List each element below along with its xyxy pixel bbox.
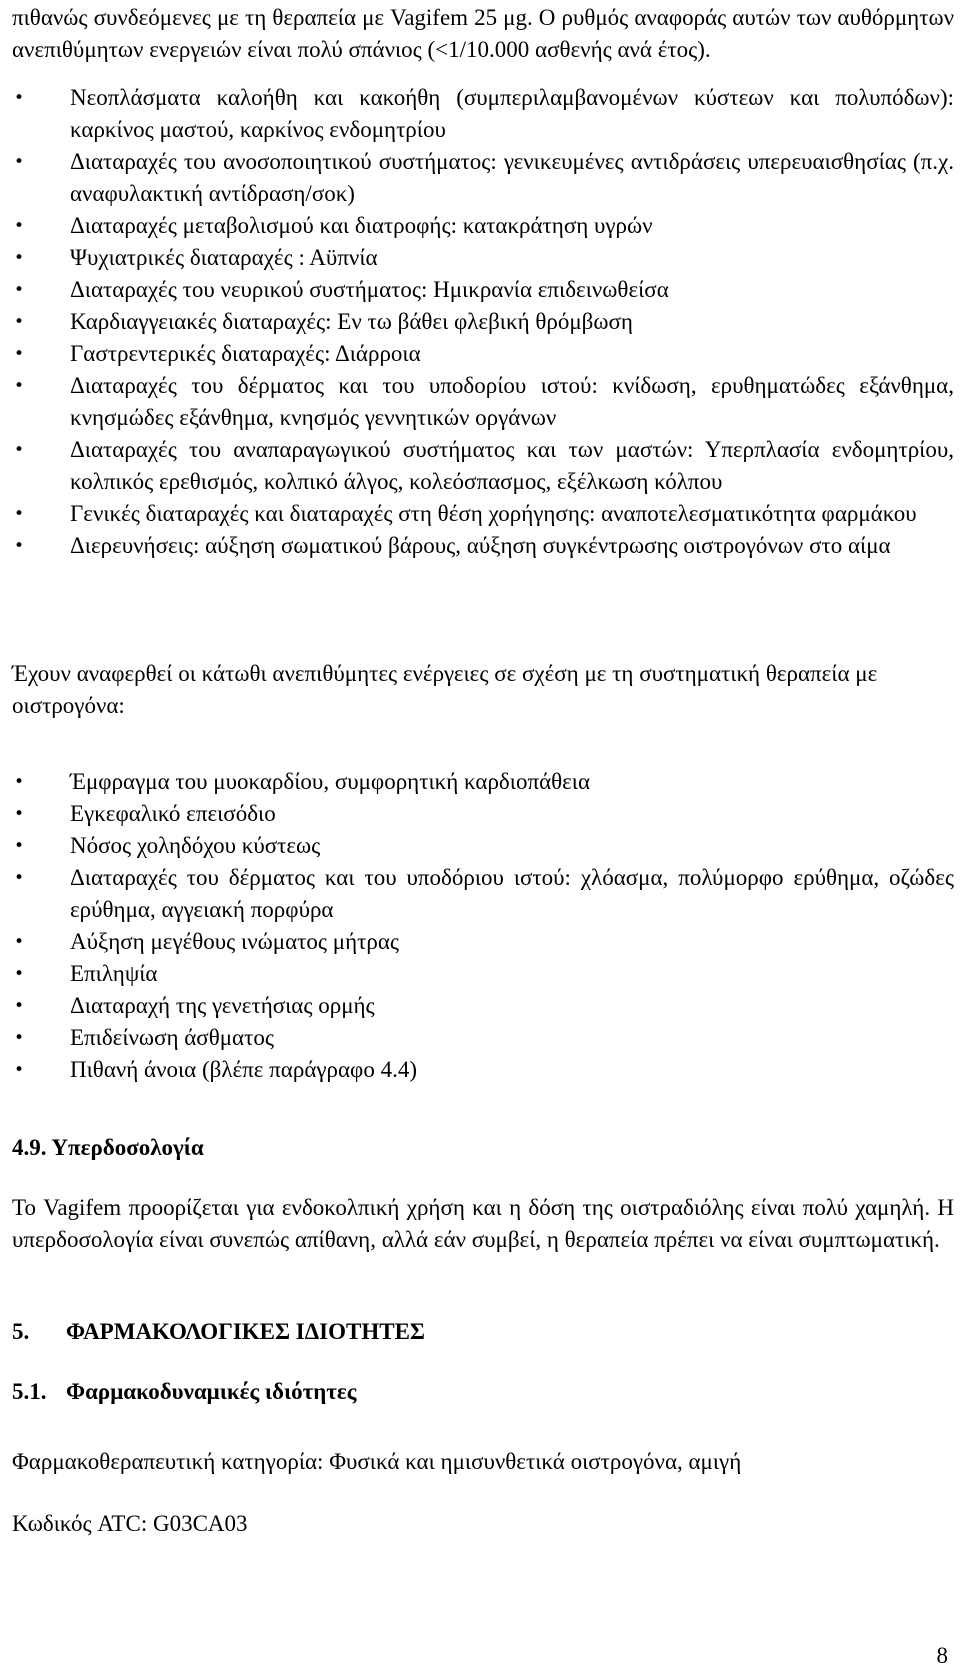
section-number: 4.9. [12, 1135, 47, 1160]
section-title: ΦΑΡΜΑΚΟΛΟΓΙΚΕΣ ΙΔΙΟΤΗΤΕΣ [66, 1319, 425, 1344]
atc-code-text: Κωδικός ATC: G03CA03 [12, 1511, 248, 1536]
list-item: • Διαταραχές του δέρματος και του υποδόριου ιστού: χλόασμα, πολύμορφο ερύθημα, οζώδες ερύθημα, αγγειακή πορφύρα [12, 862, 954, 926]
list-item: • Πιθανή άνοια (βλέπε παράγραφο 4.4) [12, 1054, 954, 1086]
list-item: • Διερευνήσεις: αύξηση σωματικού βάρους, αύξηση συγκέντρωσης οιστρογόνων στο αίμα [12, 530, 954, 562]
section-number: 5.1. [12, 1379, 47, 1404]
list-item: • Νεοπλάσματα καλοήθη και κακοήθη (συμπεριλαμβανομένων κύστεων και πολυπόδων): καρκίνος μαστού, καρκίνος ενδομητρίου [12, 82, 954, 146]
adverse-list-2 [12, 766, 954, 1086]
list-item: • Διαταραχές του ανοσοποιητικού συστήματος: γενικευμένες αντιδράσεις υπερευαισθησίας (π.χ. αναφυλακτική αντίδραση/σοκ) [12, 146, 954, 210]
list-item: • Καρδιαγγειακές διαταραχές: Εν τω βάθει φλεβική θρόμβωση [12, 306, 954, 338]
section-4-9-heading [12, 1132, 954, 1164]
list-item: • Ψυχιατρικές διαταραχές : Αϋπνία [12, 242, 954, 274]
systemic-reactions-list [12, 766, 954, 1086]
list-item: • Διαταραχές του νευρικού συστήματος: Ημικρανία επιδεινωθείσα [12, 274, 954, 306]
pharmacotherapeutic-text: Φαρμακοθεραπευτική κατηγορία: Φυσικά και ημισυνθετικά οιστρογόνα, αμιγή [12, 1449, 742, 1474]
overdose-paragraph [12, 1192, 954, 1256]
list-item: • Εγκεφαλικό επεισόδιο [12, 798, 954, 830]
pharmacotherapeutic-group [12, 1446, 954, 1478]
intro-paragraph [12, 2, 954, 66]
overdose-text: Το Vagifem προορίζεται για ενδοκολπική χρήση και η δόση της οιστραδιόλης είναι πολύ χαμηλή. Η υπερδοσολογία είναι συνεπώς απίθανη, αλλά εάν συμβεί, η θεραπεία πρέπει να είναι συμπτωματική. [12, 1195, 954, 1252]
list-item: • Αύξηση μεγέθους ινώματος μήτρας [12, 926, 954, 958]
section-5-1-heading [12, 1376, 954, 1408]
list-item: • Νόσος χοληδόχου κύστεως [12, 830, 954, 862]
list-item: • Διαταραχές του δέρματος και του υποδορίου ιστού: κνίδωση, ερυθηματώδες εξάνθημα, κνησμώδες εξάνθημα, κνησμός γεννητικών οργάνων [12, 370, 954, 434]
section-number: 5. [12, 1319, 30, 1344]
list-item: • Γενικές διαταραχές και διαταραχές στη θέση χορήγησης: αναποτελεσματικότητα φαρμάκου [12, 498, 954, 530]
atc-code [12, 1508, 954, 1540]
list-item: • Έμφραγμα του μυοκαρδίου, συμφορητική καρδιοπάθεια [12, 766, 954, 798]
intro-text: πιθανώς συνδεόμενες με τη θεραπεία με Vagifem 25 μg. Ο ρυθμός αναφοράς αυτών των αυθόρμητων ανεπιθύμητων ενεργειών είναι πολύ σπάνιος (<1/10.000 ασθενής ανά έτος). [12, 5, 954, 62]
list-item: • Διαταραχές του αναπαραγωγικού συστήματος και των μαστών: Υπερπλασία ενδομητρίου, κολπικός ερεθισμός, κολπικό άλγος, κολεόσπασμος, εξέλκωση κόλπου [12, 434, 954, 498]
list-item: • Επιδείνωση άσθματος [12, 1022, 954, 1054]
adverse-reactions-list [12, 82, 954, 562]
adverse-list-1 [12, 82, 954, 562]
section-5-heading [12, 1316, 954, 1348]
list-item: • Γαστρεντερικές διαταραχές: Διάρροια [12, 338, 954, 370]
list-item: • Διαταραχή της γενετήσιας ορμής [12, 990, 954, 1022]
list-item: • Επιληψία [12, 958, 954, 990]
section-title: Φαρμακοδυναμικές ιδιότητες [66, 1379, 357, 1404]
systemic-intro-paragraph [12, 658, 954, 722]
systemic-intro-text: Έχουν αναφερθεί οι κάτωθι ανεπιθύμητες ενέργειες σε σχέση με τη συστηματική θεραπεία με οιστρογόνα: [12, 661, 878, 718]
page-number: 8 [936, 1643, 948, 1668]
list-item: • Διαταραχές μεταβολισμού και διατροφής: κατακράτηση υγρών [12, 210, 954, 242]
section-title: Υπερδοσολογία [51, 1135, 204, 1160]
